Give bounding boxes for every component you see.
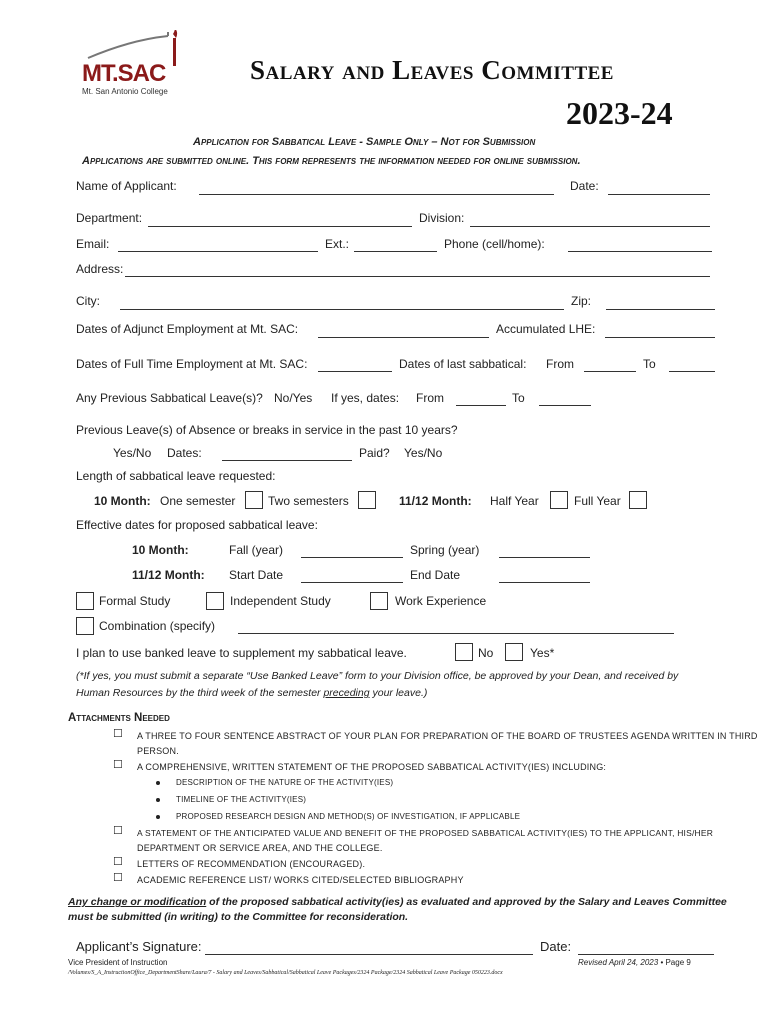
modification-notice-line2: must be submitted (in writing) to the Committee for reconsideration. xyxy=(68,911,409,923)
college-logo xyxy=(80,30,190,100)
prev-leave-label: Previous Leave(s) of Absence or breaks in service in the past 10 years? xyxy=(76,423,458,437)
attachment-3-text-cont: DEPARTMENT OR SERVICE AREA, AND THE COLLEGE. xyxy=(137,843,383,853)
adjunct-field[interactable] xyxy=(318,337,489,338)
division-field[interactable] xyxy=(470,226,710,227)
city-field[interactable] xyxy=(120,309,564,310)
attachment-2-sub3: PROPOSED RESEARCH DESIGN AND METHOD(S) OF INVESTIGATION, IF APPLICABLE xyxy=(176,812,521,821)
prev-sabbatical-from-label: From xyxy=(416,391,444,405)
email-field[interactable] xyxy=(118,251,318,252)
work-experience-label: Work Experience xyxy=(395,594,487,608)
prev-sabbatical-from-field[interactable] xyxy=(456,405,506,406)
prev-sabbatical-ifyes: If yes, dates: xyxy=(331,391,400,405)
date-label: Date: xyxy=(570,179,599,193)
work-experience-checkbox[interactable] xyxy=(370,592,388,610)
modification-notice-rest: of the proposed sabbatical activity(ies) as evaluated and approved by the Salary and Leaves Committee xyxy=(206,896,727,908)
zip-field[interactable] xyxy=(606,309,715,310)
spring-field[interactable] xyxy=(499,557,590,558)
address-field[interactable] xyxy=(125,276,710,277)
formal-study-label: Formal Study xyxy=(99,594,171,608)
committee-title: Salary and Leaves Committee xyxy=(250,55,614,85)
footer-left: Vice President of Instruction xyxy=(68,958,168,967)
spring-label: Spring (year) xyxy=(410,543,480,557)
half-year-label: Half Year xyxy=(490,494,539,508)
start-date-label: Start Date xyxy=(229,568,284,582)
bullet-icon xyxy=(156,781,160,785)
year-title: 2023-24 xyxy=(566,95,673,131)
bullet-icon xyxy=(156,798,160,802)
fall-field[interactable] xyxy=(301,557,403,558)
paid-yesno[interactable]: Yes/No xyxy=(404,446,443,460)
fall-label: Fall (year) xyxy=(229,543,284,557)
prev-sabbatical-noyes[interactable]: No/Yes xyxy=(274,391,313,405)
address-label: Address: xyxy=(76,262,124,276)
attachment-3-text: A STATEMENT OF THE ANTICIPATED VALUE AND BENEFIT OF THE PROPOSED SABBATICAL ACTIVITY(IES) TO THE APPLICANT, HIS/HER xyxy=(137,828,714,838)
name-field[interactable] xyxy=(199,194,554,195)
independent-study-label: Independent Study xyxy=(230,594,331,608)
last-sabbatical-from-field[interactable] xyxy=(584,371,636,372)
date-field[interactable] xyxy=(608,194,710,195)
ten-month2-label: 10 Month: xyxy=(132,543,189,557)
length-label: Length of sabbatical leave requested: xyxy=(76,469,276,483)
fulltime-label: Dates of Full Time Employment at Mt. SAC: xyxy=(76,357,308,371)
modification-notice-lead: Any change or modification xyxy=(68,896,207,908)
banked-no-checkbox[interactable] xyxy=(455,643,473,661)
phone-label: Phone (cell/home): xyxy=(444,237,545,251)
two-semesters-checkbox[interactable] xyxy=(358,491,376,509)
logo-subtext: Mt. San Antonio College xyxy=(82,87,168,96)
prev-sabbatical-to-field[interactable] xyxy=(539,405,591,406)
zip-label: Zip: xyxy=(571,294,592,308)
banked-note-line1: (*If yes, you must submit a separate “Use Banked Leave” form to your Division office, be approved by your Dean, and received by xyxy=(76,670,679,682)
prev-leave-yesno[interactable]: Yes/No xyxy=(113,446,152,460)
phone-field[interactable] xyxy=(568,251,712,252)
formal-study-checkbox[interactable] xyxy=(76,592,94,610)
bullet-icon xyxy=(156,815,160,819)
attachment-4-checkbox[interactable]: ☐ xyxy=(113,856,123,868)
attachment-2-sub1: DESCRIPTION OF THE NATURE OF THE ACTIVITY(IES) xyxy=(176,778,394,787)
attachment-5-text: ACADEMIC REFERENCE LIST/ WORKS CITED/SELECTED BIBLIOGRAPHY xyxy=(137,875,464,885)
combination-checkbox[interactable] xyxy=(76,617,94,635)
prev-sabbatical-label: Any Previous Sabbatical Leave(s)? xyxy=(76,391,263,405)
one-semester-label: One semester xyxy=(160,494,236,508)
last-sabbatical-from-label: From xyxy=(546,357,574,371)
banked-note-text-b: your leave.) xyxy=(369,687,428,699)
banked-yes-checkbox[interactable] xyxy=(505,643,523,661)
attachment-5-checkbox[interactable]: ☐ xyxy=(113,872,123,884)
two-semesters-label: Two semesters xyxy=(268,494,349,508)
footer-page: • Page 9 xyxy=(660,958,691,967)
attachment-2-text: A COMPREHENSIVE, WRITTEN STATEMENT OF THE PROPOSED SABBATICAL ACTIVITY(IES) INCLUDING: xyxy=(137,762,607,772)
banked-yes-label: Yes* xyxy=(530,646,555,660)
logo-text: MT.SAC xyxy=(82,60,166,87)
footer-path: /Volumes/S_A_InstructionOffice_DepartmentShare/Laura/7 - Salary and Leaves/Sabbatical/Sabbatical Leave Packages/2324 Package/2324 Sabbatical Leave Package 050223.docx xyxy=(68,970,503,976)
banked-no-label: No xyxy=(478,646,494,660)
attachment-2-sub2: TIMELINE OF THE ACTIVITY(IES) xyxy=(176,795,307,804)
name-label: Name of Applicant: xyxy=(76,179,177,193)
prev-sabbatical-to-label: To xyxy=(512,391,525,405)
combination-label: Combination (specify) xyxy=(99,619,216,633)
attachment-1-text-cont: PERSON. xyxy=(137,746,179,756)
attachments-heading: Attachments Needed xyxy=(68,712,170,724)
department-label: Department: xyxy=(76,211,143,225)
last-sabbatical-to-label: To xyxy=(643,357,656,371)
prev-leave-dates-label: Dates: xyxy=(167,446,202,460)
banked-note-emphasis: preceding xyxy=(323,687,370,699)
last-sabbatical-to-field[interactable] xyxy=(669,371,715,372)
subtitle-sample: Application for Sabbatical Leave - Sample Only – Not for Submission xyxy=(193,136,536,148)
footer-revised: Revised April 24, 2023 xyxy=(578,958,659,967)
lhe-label: Accumulated LHE: xyxy=(496,322,596,336)
paid-label: Paid? xyxy=(359,446,390,460)
ext-field[interactable] xyxy=(354,251,437,252)
signature-date-label: Date: xyxy=(540,939,572,954)
email-label: Email: xyxy=(76,237,110,251)
independent-study-checkbox[interactable] xyxy=(206,592,224,610)
full-year-checkbox[interactable] xyxy=(629,491,647,509)
banked-note-text-a: Human Resources by the third week of the semester xyxy=(76,687,324,699)
lhe-field[interactable] xyxy=(605,337,715,338)
half-year-checkbox[interactable] xyxy=(550,491,568,509)
last-sabbatical-label: Dates of last sabbatical: xyxy=(399,357,527,371)
signature-field[interactable] xyxy=(205,954,533,955)
effective-label: Effective dates for proposed sabbatical leave: xyxy=(76,518,318,532)
fulltime-field[interactable] xyxy=(318,371,392,372)
footer-right xyxy=(578,958,691,967)
one-semester-checkbox[interactable] xyxy=(245,491,263,509)
adjunct-label: Dates of Adjunct Employment at Mt. SAC: xyxy=(76,322,299,336)
signature-label: Applicant’s Signature: xyxy=(76,939,202,954)
end-date-field[interactable] xyxy=(499,582,590,583)
start-date-field[interactable] xyxy=(301,582,403,583)
attachment-4-text: LETTERS OF RECOMMENDATION (ENCOURAGED). xyxy=(137,859,366,869)
division-label: Division: xyxy=(419,211,465,225)
subtitle-online: Applications are submitted online. This form represents the information needed for online submission. xyxy=(82,155,581,167)
department-field[interactable] xyxy=(148,226,412,227)
prev-leave-dates-field[interactable] xyxy=(222,460,352,461)
attachment-2-checkbox[interactable]: ☐ xyxy=(113,759,123,771)
full-year-label: Full Year xyxy=(574,494,621,508)
attachment-1-checkbox[interactable]: ☐ xyxy=(113,728,123,740)
eleven-twelve2-label: 11/12 Month: xyxy=(132,568,205,582)
attachment-3-checkbox[interactable]: ☐ xyxy=(113,825,123,837)
combination-field[interactable] xyxy=(238,633,674,634)
city-label: City: xyxy=(76,294,100,308)
banked-note-line2 xyxy=(76,687,427,699)
ten-month-label: 10 Month: xyxy=(94,494,151,508)
attachment-1-text: A THREE TO FOUR SENTENCE ABSTRACT OF YOUR PLAN FOR PREPARATION OF THE BOARD OF TRUSTEES AGENDA WRITTEN IN THIRD xyxy=(137,731,758,741)
banked-label: I plan to use banked leave to supplement my sabbatical leave. xyxy=(76,646,407,660)
end-date-label: End Date xyxy=(410,568,461,582)
modification-notice xyxy=(68,896,727,908)
ext-label: Ext.: xyxy=(325,237,350,251)
signature-date-field[interactable] xyxy=(578,954,714,955)
eleven-twelve-label: 11/12 Month: xyxy=(399,494,472,508)
